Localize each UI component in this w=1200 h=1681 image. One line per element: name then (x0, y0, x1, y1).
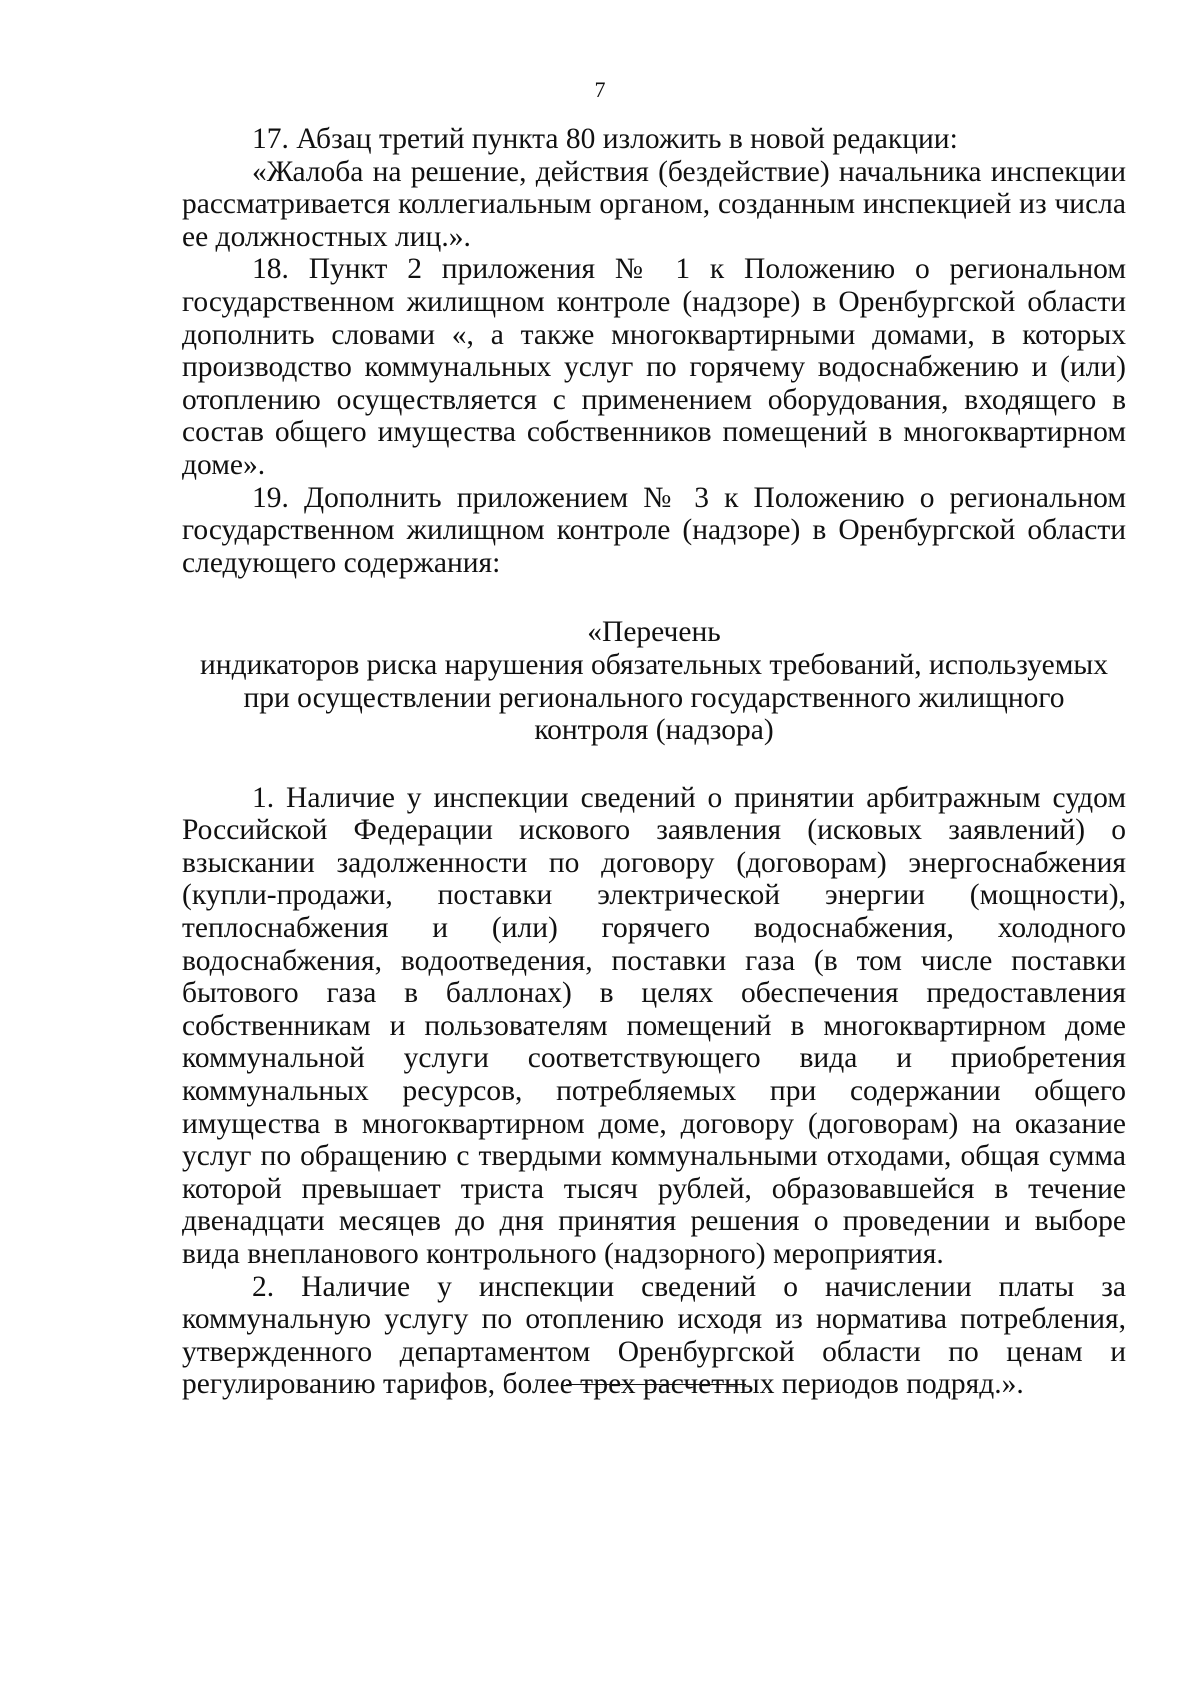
heading-line: индикаторов риска нарушения обязательных требований, используемых (200, 648, 1108, 681)
heading-line: при осуществлении регионального государственного жилищного (243, 681, 1065, 714)
page-number: 7 (594, 77, 606, 102)
paragraph-complaint-text: «Жалоба на решение, действия (бездействие) начальника инспекции рассматривается коллегиальным органом, созданным инспекцией из числа ее должностных лиц.». (182, 155, 1126, 253)
end-divider (566, 1384, 746, 1385)
paragraph-item-17: 17. Абзац третий пункта 80 изложить в новой редакции: (252, 123, 958, 155)
indicator-item-2: 2. Наличие у инспекции сведений о начислении платы за коммунальную услугу по отоплению исходя из норматива потребления, утвержденного департаментом Оренбургской области по ценам и регулированию тарифов, более трех расчетных периодов подряд.». (182, 1270, 1126, 1401)
document-body (182, 123, 1126, 1401)
heading-line: контроля (надзора) (534, 714, 774, 747)
paragraph-item-18: 18. Пункт 2 приложения № 1 к Положению о региональном государственном жилищном контроле (надзоре) в Оренбургской области дополнить словами «, а также многоквартирными домами, в которых производство коммунальных услуг по горячему водоснабжению и (или) отоплению осуществляется с применением оборудования, входящего в состав общего имущества собственников помещений в многоквартирном доме». (182, 253, 1126, 481)
indicator-item-1: 1. Наличие у инспекции сведений о принятии арбитражным судом Российской Федерации искового заявления (исковых заявлений) о взыскании задолженности по договору (договорам) энергоснабжения (купли-продажи, поставки электрической энергии (мощности), теплоснабжения и (или) горячего водоснабжения, холодного водоснабжения, водоотведения, поставки газа (в том числе поставки бытового газа в баллонах) в целях обеспечения предоставления собственникам и пользователям помещений в многоквартирном доме коммунальной услуги соответствующего вида и приобретения коммунальных ресурсов, потребляемых при содержании общего имущества в многоквартирном доме, договору (договорам) на оказание услуг по обращению с твердыми коммунальными отходами, общая сумма которой превышает триста тысяч рублей, образовавшейся в течение двенадцати месяцев до дня принятия решения о проведении и выборе вида внепланового контрольного (надзорного) мероприятия. (182, 781, 1126, 1270)
paragraph-item-19: 19. Дополнить приложением № 3 к Положению о региональном государственном жилищном контроле (надзоре) в Оренбургской области следующего содержания: (182, 481, 1126, 579)
list-heading (182, 616, 1126, 746)
heading-line: «Перечень (587, 616, 721, 649)
